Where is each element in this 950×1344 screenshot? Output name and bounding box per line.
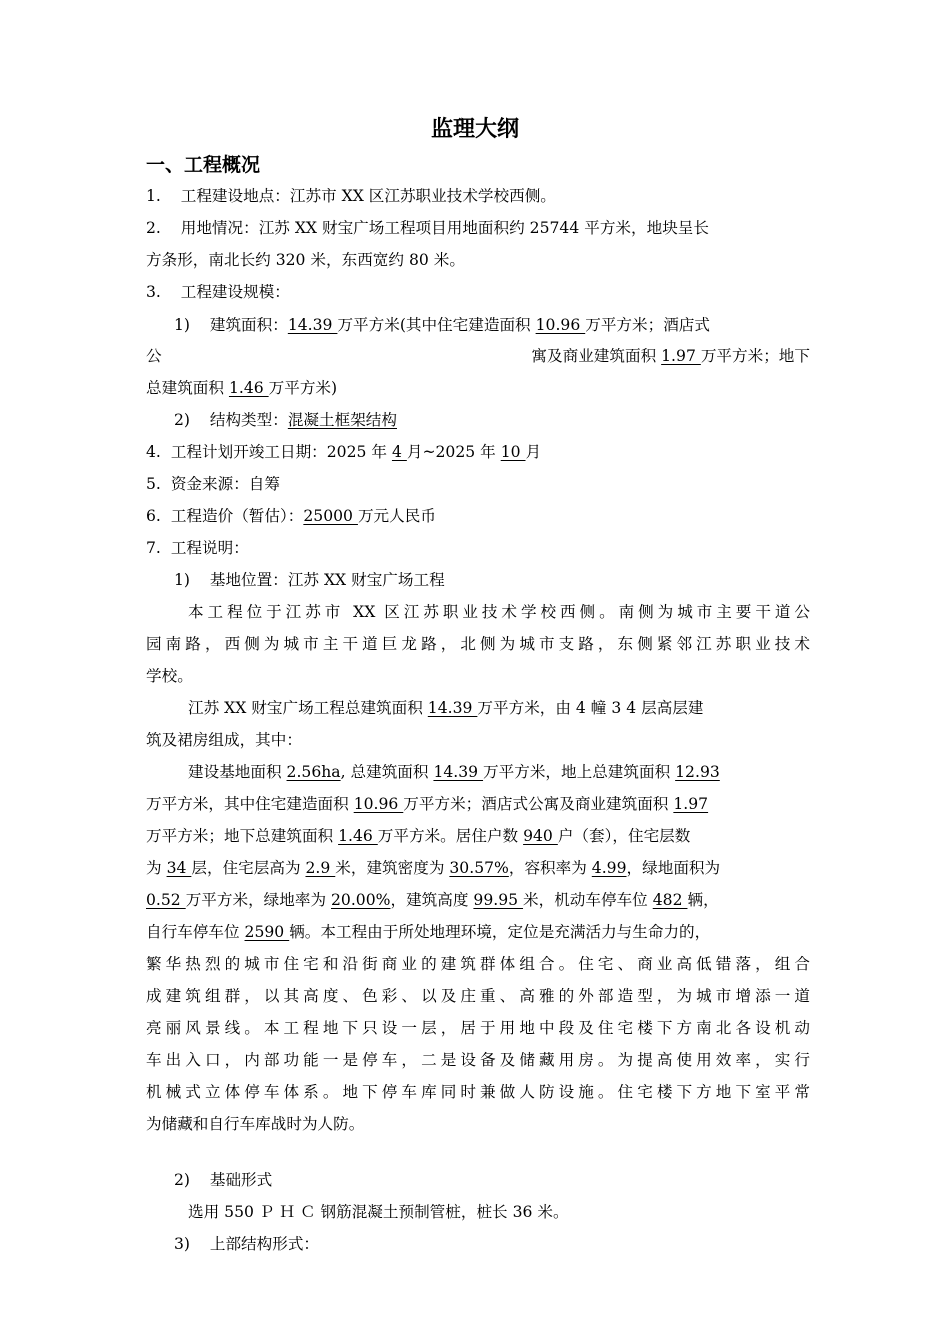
text: 寓及商业建筑面积 [531, 347, 662, 365]
item-3-1-cont2 [146, 378, 810, 398]
value: 99.95 [473, 891, 524, 909]
item-3-1 [174, 315, 838, 335]
text: ，建筑高度 [390, 891, 474, 909]
value: 1.46 [228, 379, 269, 397]
text: 万平方米；地下总建筑面积 [146, 827, 339, 845]
value: 14.39 [433, 763, 484, 781]
text: 工程说明： [170, 539, 249, 557]
value: 940 [523, 827, 558, 845]
value: 2.9 [305, 859, 336, 877]
text: 万平方米) [268, 379, 338, 397]
text: 万平方米。居住户数 [377, 827, 524, 845]
item-text: 工程建设规模： [180, 283, 290, 301]
text: 辆。本工程由于所处地理环境，定位是充满活力与生命力的， [289, 923, 711, 941]
text: 米，机动车停车位 [523, 891, 653, 909]
page-title: 监理大纲 [430, 117, 519, 142]
paragraph-line: 亮丽风景线。本工程地下只设一层，居于用地中段及住宅楼下方南北各设机动 [146, 1019, 810, 1037]
text: , 总建筑面积 [340, 763, 434, 781]
value: 2590 [244, 923, 290, 941]
text: 万平方米，其中住宅建造面积 [146, 795, 354, 813]
value: 20.00% [331, 891, 391, 909]
paragraph-line: 车出入口，内部功能一是停车，二是设备及储藏用房。为提高使用效率，实行 [146, 1051, 810, 1069]
paragraph-line [146, 890, 810, 910]
item-3-2 [174, 410, 838, 430]
text: ，容积率为 [508, 859, 592, 877]
text: 万平方米，绿地率为 [185, 891, 331, 909]
text: 为 [146, 859, 167, 877]
text: 万平方米，由 4 幢 3 4 层高层建 [477, 699, 704, 717]
item-7-2 [174, 1170, 838, 1190]
item-number: 4. [146, 443, 161, 461]
sub-number: 1) [174, 316, 191, 334]
paragraph-line [146, 922, 810, 942]
item-text: 用地情况：江苏 XX 财宝广场工程项目用地面积约 25744 平方米，地块呈长 [180, 219, 709, 237]
text: 基地位置：江苏 XX 财宝广场工程 [209, 571, 445, 589]
text: 月 [525, 443, 542, 461]
text: 层，住宅层高为 [191, 859, 306, 877]
paragraph-line: 繁华热烈的城市住宅和沿街商业的建筑群体组合。住宅、商业高低错落，组合 [146, 955, 810, 973]
value: 2.56ha [286, 763, 341, 781]
value: 1.46 [338, 827, 378, 845]
text: 万平方米；酒店式公寓及商业建筑面积 [403, 795, 674, 813]
text: 江苏 XX 财宝广场工程总建筑面积 [188, 699, 428, 717]
item-7-3 [174, 1234, 838, 1254]
text: 工程造价（暂估）： [170, 507, 304, 525]
paragraph-line: 为储藏和自行车库战时为人防。 [146, 1115, 365, 1133]
text: 结构类型： [209, 411, 288, 429]
value: 10 [500, 443, 526, 461]
paragraph-line: 机械式立体停车体系。地下停车库同时兼做人防设施。住宅楼下方地下室平常 [146, 1083, 810, 1101]
item-3-1-cont [146, 346, 810, 366]
item-1 [146, 186, 810, 206]
item-number: 7. [146, 539, 161, 557]
paragraph-line: 园南路，西侧为城市主干道巨龙路，北侧为城市支路，东侧紧邻江苏职业技术 [146, 635, 810, 653]
value: 25000 [303, 507, 358, 525]
value: 4.99 [591, 859, 627, 877]
item-number: 5. [146, 475, 161, 493]
value: 4 [391, 443, 407, 461]
item-2 [146, 218, 810, 238]
paragraph-line: 学校。 [146, 667, 193, 685]
sub-number: 3) [174, 1235, 191, 1253]
item-5 [146, 474, 810, 494]
text: 万平方米；酒店式 [585, 316, 710, 334]
text: 户（套），住宅层数 [557, 827, 691, 845]
value: 1.97 [673, 795, 709, 813]
text: 总建筑面积 [146, 379, 229, 397]
sub-number: 2) [174, 411, 191, 429]
value: 12.93 [675, 763, 720, 781]
item-4 [146, 442, 810, 462]
item-6 [146, 506, 810, 526]
paragraph-line: 本工程位于江苏市 XX 区江苏职业技术学校西侧。南侧为城市主要干道公 [188, 603, 810, 621]
item-number: 6. [146, 507, 161, 525]
text: 万平方米，地上总建筑面积 [483, 763, 676, 781]
value: 14.39 [287, 316, 338, 334]
value: 14.39 [427, 699, 478, 717]
text: 建设基地面积 [188, 763, 287, 781]
item-2-cont: 方条形，南北长约 320 米，东西宽约 80 米。 [146, 251, 465, 269]
item-number: 3. [146, 283, 161, 301]
value: 1.97 [661, 347, 701, 365]
section-heading: 一、工程概况 [146, 154, 261, 176]
value: 混凝土框架结构 [287, 411, 397, 429]
paragraph-line [188, 698, 810, 718]
text: ，绿地面积为 [626, 859, 721, 877]
sub-number: 1) [174, 571, 191, 589]
value: 10.96 [353, 795, 404, 813]
sub-number: 2) [174, 1171, 191, 1189]
text: 米，建筑密度为 [335, 859, 450, 877]
item-7-1 [174, 570, 838, 590]
paragraph-line [146, 826, 810, 846]
paragraph-line [146, 858, 810, 878]
text: 工程计划开竣工日期：2025 年 [170, 443, 392, 461]
value: 482 [652, 891, 688, 909]
text: 辆， [687, 891, 719, 909]
paragraph-line [188, 762, 810, 782]
text: 自行车停车位 [146, 923, 245, 941]
text: 资金来源：自筹 [170, 475, 280, 493]
item-number: 2. [146, 219, 161, 237]
paragraph-line: 选用 550 Ｐ Ｈ Ｃ 钢筋混凝土预制管桩，桩长 36 米。 [188, 1203, 569, 1221]
text: 公 [146, 347, 162, 365]
text: 万平方米(其中住宅建造面积 [337, 316, 536, 334]
text: 月~2025 年 [406, 443, 501, 461]
text: 上部结构形式： [209, 1235, 320, 1253]
paragraph-line: 成建筑组群，以其高度、色彩、以及庄重、高雅的外部造型，为城市增添一道 [146, 987, 810, 1005]
item-3 [146, 282, 810, 302]
item-7 [146, 538, 810, 558]
paragraph-line: 筑及裙房组成，其中： [146, 731, 302, 749]
value: 30.57% [449, 859, 509, 877]
item-text: 工程建设地点：江苏市 XX 区江苏职业技术学校西侧。 [180, 187, 556, 205]
text: 万平方米；地下 [700, 347, 810, 365]
item-number: 1. [146, 187, 161, 205]
value: 0.52 [146, 891, 186, 909]
paragraph-line [146, 794, 810, 814]
text: 万元人民币 [357, 507, 436, 525]
text: 建筑面积： [209, 316, 288, 334]
value: 34 [166, 859, 192, 877]
text: 基础形式 [209, 1171, 273, 1189]
value: 10.96 [535, 316, 586, 334]
